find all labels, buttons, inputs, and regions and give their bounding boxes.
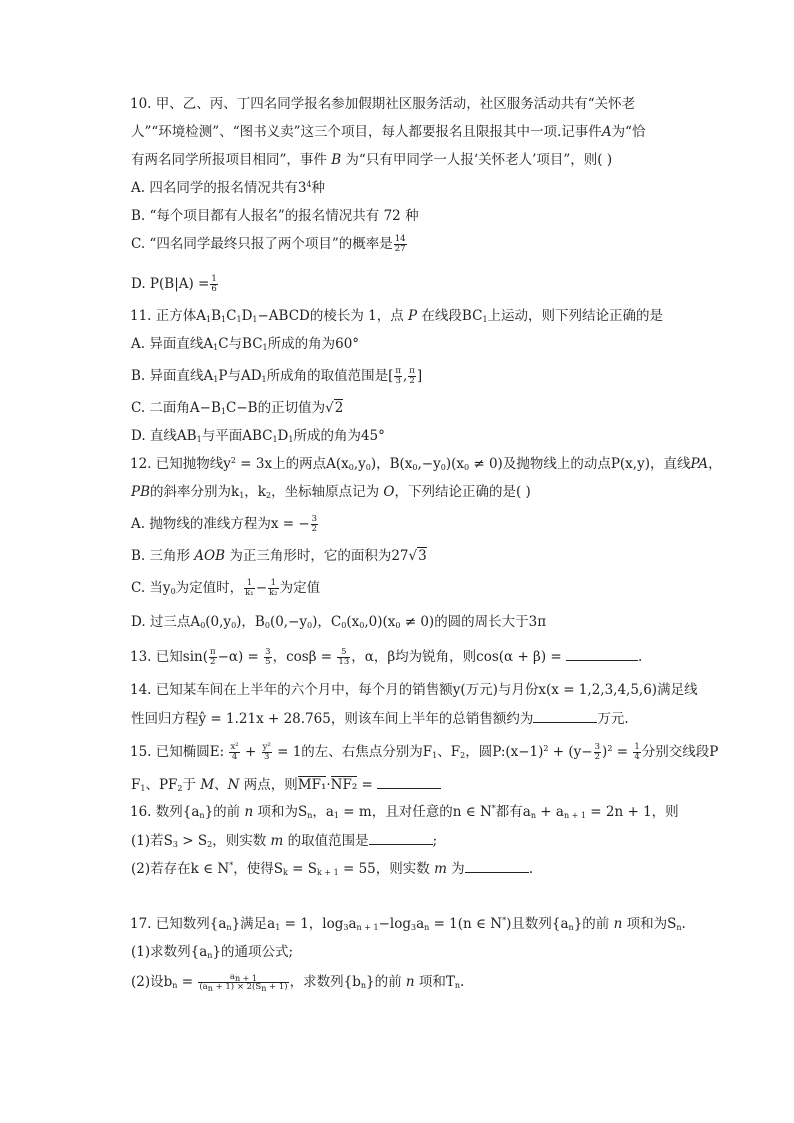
q15-line-2: $F_1$、$PF_2$于 M、N 两点，则MF₁·NF₂ = xyxy=(131,774,441,795)
q14-line-2: 性回归方程ŷ = 1.21x + 28.765，则该车间上半年的总销售额约为 万元. xyxy=(131,708,629,729)
q12-option-c: C. 当$y_0$为定值时， $\frac{1}{\text{k₁}}$ − $\frac{1}{\text{k₂}}$ 为定值 xyxy=(131,578,321,598)
q10-line-1: 10. 甲、乙、丙、丁四名同学报名参加假期社区服务活动，社区服务活动共有“关怀老 xyxy=(130,96,636,112)
q13-answer-blank xyxy=(566,646,638,661)
q11-option-d: D. 直线$AB_1$与平面$ABC_1D_1$所成的角为45° xyxy=(131,428,385,444)
q16-line-2: (1)若$S_3 > S_2$，则实数 m 的取值范围是 ; xyxy=(131,830,437,851)
q12-option-d: D. 过三点$A_0(0,y_0)$，$B_0(0,-y_0)$，$C_0(x_0,0)(x_0 \ne 0)$的圆的周长大于3π xyxy=(131,614,547,630)
q12-stem-1: 12. 已知抛物线$y^2 = 3x$上的两点$A(x_0,y_0)$，$B(x_0,-y_0)(x_0 \ne 0)$及抛物线上的动点P(x,y)，直线PA， xyxy=(130,456,722,472)
q12-option-b: B. 三角形 AOB 为正三角形时，它的面积为27√3 xyxy=(131,548,427,564)
q17-line-1: 17. 已知数列$\{a_n\}$满足$a_1 = 1$，$\log_3a_{n + 1}-\log_3a_n = 1(n$ ∈ N*)且数列$\{a_n\}$的前 n 项和为$S_n$. xyxy=(130,916,686,932)
q15-line-1: 15. 已知椭圆E: $\frac{\text{x²}}{4}$ + $\frac{\text{y²}}{3}$ = 1的左、右焦点分别为$F_1$、$F_2$，圆$P:(x-1)^2 + (y-$ $\frac{3}{2}$ )$^2$ = $\frac{1}{4}$ 分别交线段P xyxy=(130,742,719,762)
q16-line-1: 16. 数列$\{a_n\}$的前 n 项和为$S_n$，$a_1 = m$，且对任意的n ∈ N*都有$a_n + a_{n + 1} = 2n + 1$，则 xyxy=(130,804,679,820)
q15-answer-blank xyxy=(377,774,441,789)
q16-answer-blank-1 xyxy=(369,830,433,845)
q11-option-b: B. 异面直线$A_1P$与$AD_1$所成角的取值范围是[ $\frac{\pi}{3}$ , $\frac{\pi}{2}$ ] xyxy=(131,366,423,386)
q17-line-2: (1)求数列$\{a_n\}$的通项公式; xyxy=(131,944,294,960)
q12-option-a: A. 抛物线的准线方程为x = − $\frac{3}{2}$ xyxy=(131,514,318,534)
q10-option-c: C. “四名同学最终只报了两个项目”的概率是 $\frac{14}{27}$ xyxy=(131,234,406,254)
q13-text: 13. 已知sin( $\frac{\pi}{2}$ −α) = $\frac{3}{5}$ ，cosβ = $\frac{5}{13}$ ，α，β均为锐角，则cos(α + β) = . xyxy=(130,647,643,667)
q16-answer-blank-2 xyxy=(465,858,529,873)
q10-option-b: B. “每个项目都有人报名”的报名情况共有 72 种 xyxy=(131,208,419,224)
q11-stem: 11. 正方体$A_1B_1C_1D_1-ABCD$的棱长为 1，点 P 在线段$BC_1$上运动，则下列结论正确的是 xyxy=(130,308,664,324)
q16-line-3: (2)若存在k ∈ N*，使得$S_k = S_{k + 1} = 55$，则实数 m 为 . xyxy=(131,858,533,879)
q11-option-c: C. 二面角$A-B_1C-B$的正切值为√2 xyxy=(131,400,344,416)
q12-stem-2: PB的斜率分别为$k_1$，$k_2$，坐标轴原点记为 O，下列结论正确的是( ) xyxy=(131,484,531,500)
q10-option-a: A. 四名同学的报名情况共有$3^4$种 xyxy=(131,180,326,196)
q14-answer-blank xyxy=(533,708,597,723)
q10-line-3: 有两名同学所报项目相同”，事件 B 为“只有甲同学一人报‘关怀老人’项目”，则( ) xyxy=(131,152,613,168)
q17-line-3: (2)设$b_n$ = $\frac{a_{n + 1}}{(a_n + 1) \times 2(S_n + 1)}$ ，求数列$\{b_n\}$的前 n 项和$T_n$. xyxy=(131,972,465,993)
q14-line-1: 14. 已知某车间在上半年的六个月中，每个月的销售额y(万元)与月份x(x = 1,2,3,4,5,6)满足线 xyxy=(130,682,698,698)
q10-option-d: D. P(B|A) = $\frac{1}{6}$ xyxy=(131,274,217,294)
q11-option-a: A. 异面直线$A_1C$与$BC_1$所成的角为60° xyxy=(131,336,360,352)
q10-line-2: 人”“环境检测”、“图书义卖”这三个项目，每人都要报名且限报其中一项.记事件A为“恰 xyxy=(131,124,646,140)
